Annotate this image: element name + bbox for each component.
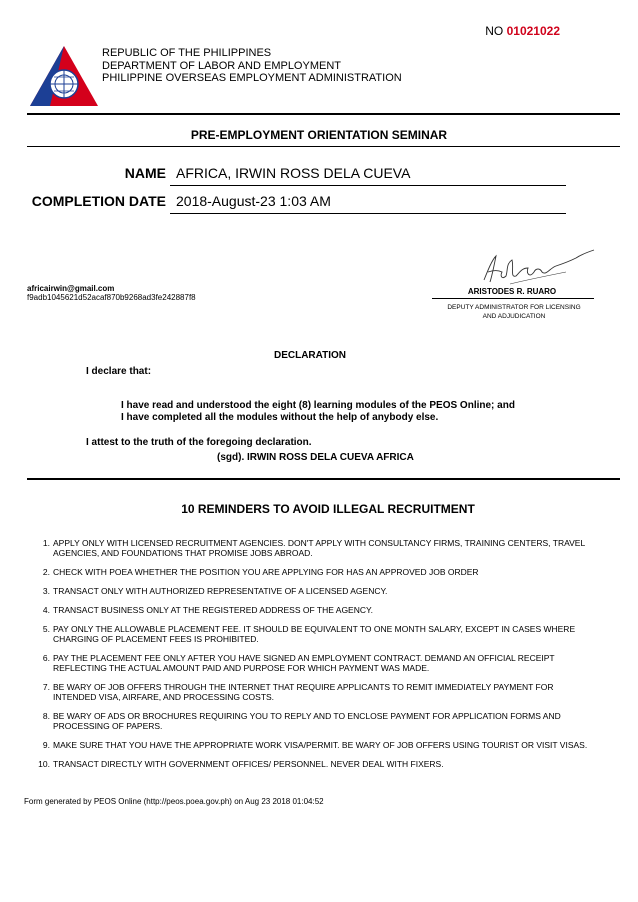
agency-line: PHILIPPINE OVERSEAS EMPLOYMENT ADMINISTRATION xyxy=(102,72,402,84)
account-hash: f9adb1045621d52acaf870b9268ad3fe242887f8 xyxy=(27,293,196,302)
agency-line: DEPARTMENT OF LABOR AND EMPLOYMENT xyxy=(102,59,341,72)
declaration-body-line: I have completed all the modules without the help of anybody else. xyxy=(121,412,439,423)
poea-logo-icon xyxy=(28,44,100,108)
signatory-title xyxy=(432,303,596,321)
list-item-text: TRANSACT ONLY WITH AUTHORIZED REPRESENTATIVE OF A LICENSED AGENCY. xyxy=(53,586,388,596)
list-item xyxy=(30,586,590,596)
signatory-name: ARISTODES R. RUARO xyxy=(467,287,557,296)
declaration-signature: (sgd). IRWIN ROSS DELA CUEVA AFRICA xyxy=(217,452,414,463)
list-item-text: PAY ONLY THE ALLOWABLE PLACEMENT FEE. IT SHOULD BE EQUIVALENT TO ONE MONTH SALARY, EXCEPT IN CASES WHERE CHARGING OF PLACEMENT FEES IS PROHIBITED. xyxy=(53,624,576,644)
list-item xyxy=(30,740,590,750)
list-item xyxy=(30,759,590,769)
name-underline xyxy=(170,185,566,186)
list-item-number: 4. xyxy=(42,605,50,615)
list-item xyxy=(30,711,590,731)
list-item xyxy=(30,653,590,673)
form-number xyxy=(485,24,560,38)
list-item-text: TRANSACT BUSINESS ONLY AT THE REGISTERED ADDRESS OF THE AGENCY. xyxy=(53,605,373,615)
certificate-title: PRE-EMPLOYMENT ORIENTATION SEMINAR xyxy=(190,128,448,142)
list-item-text: BE WARY OF ADS OR BROCHURES REQUIRING YOU TO REPLY AND TO ENCLOSE PAYMENT FOR APPLICATION FORMS AND PROCESSING OF PAPERS. xyxy=(53,711,561,731)
completion-date-label: COMPLETION DATE xyxy=(31,193,166,209)
signature-line xyxy=(432,298,594,299)
list-item xyxy=(30,605,590,615)
divider xyxy=(27,478,620,480)
declaration-intro: I declare that: xyxy=(86,366,152,377)
declaration-title: DECLARATION xyxy=(273,350,347,361)
name-label: NAME xyxy=(124,165,166,181)
list-item xyxy=(30,682,590,702)
list-item-text: CHECK WITH POEA WHETHER THE POSITION YOU ARE APPLYING FOR HAS AN APPROVED JOB ORDER xyxy=(53,567,479,577)
declaration-body xyxy=(121,400,515,424)
list-item-text: TRANSACT DIRECTLY WITH GOVERNMENT OFFICES/ PERSONNEL. NEVER DEAL WITH FIXERS. xyxy=(53,759,444,769)
agency-line: REPUBLIC OF THE PHILIPPINES xyxy=(102,47,272,59)
divider xyxy=(27,113,620,115)
reminders-title: 10 REMINDERS TO AVOID ILLEGAL RECRUITMENT xyxy=(181,502,475,516)
list-item-number: 2. xyxy=(42,567,50,577)
list-item xyxy=(30,624,590,644)
list-item-text: BE WARY OF JOB OFFERS THROUGH THE INTERNET THAT REQUIRE APPLICANTS TO REMIT IMMEDIATELY PAYMENT FOR INTENDED VISA, AIRFARE, AND PROCESSING COSTS. xyxy=(53,682,554,702)
footer-note: Form generated by PEOS Online (http://peos.poea.gov.ph) on Aug 23 2018 01:04:52 xyxy=(24,797,324,806)
signatory-title-line: DEPUTY ADMINISTRATOR FOR LICENSING xyxy=(447,304,581,311)
list-item-text: PAY THE PLACEMENT FEE ONLY AFTER YOU HAVE SIGNED AN EMPLOYMENT CONTRACT. DEMAND AN OFFICIAL RECEIPT REFLECTING THE ACTUAL AMOUNT PAID AND PURPOSE FOR WHICH PAYMENT WAS MADE. xyxy=(53,653,555,673)
list-item-text: MAKE SURE THAT YOU HAVE THE APPROPRIATE WORK VISA/PERMIT. BE WARY OF JOB OFFERS USING TOURIST OR VISIT VISAS. xyxy=(53,740,588,750)
list-item-number: 3. xyxy=(42,586,50,596)
agency-header xyxy=(102,47,402,85)
list-item-number: 9. xyxy=(42,740,50,750)
name-value: AFRICA, IRWIN ROSS DELA CUEVA xyxy=(176,165,411,181)
list-item-number: 6. xyxy=(42,653,50,663)
list-item xyxy=(30,538,590,558)
handwritten-signature-icon xyxy=(476,246,596,288)
list-item-number: 5. xyxy=(42,624,50,634)
list-item-number: 1. xyxy=(42,538,50,548)
divider xyxy=(27,146,620,147)
reminders-list xyxy=(30,538,590,778)
list-item-number: 8. xyxy=(42,711,50,721)
account-email: africairwin@gmail.com xyxy=(27,284,115,293)
list-item-number: 10. xyxy=(38,759,50,769)
completion-date-underline xyxy=(170,213,566,214)
signatory-title-line: AND ADJUDICATION xyxy=(482,313,546,320)
declaration-body-line: I have read and understood the eight (8) learning modules of the PEOS Online; and xyxy=(121,400,515,411)
list-item-number: 7. xyxy=(42,682,50,692)
form-number-value: 01021022 xyxy=(506,24,560,38)
form-number-label: NO xyxy=(485,24,504,38)
list-item xyxy=(30,567,590,577)
list-item-text: APPLY ONLY WITH LICENSED RECRUITMENT AGENCIES. DON'T APPLY WITH CONSULTANCY FIRMS, TRAINING CENTERS, TRAVEL AGENCIES, AND FOUNDATIONS THAT PROMISE JOBS ABROAD. xyxy=(53,538,585,558)
declaration-attest: I attest to the truth of the foregoing declaration. xyxy=(86,437,312,448)
completion-date-value: 2018-August-23 1:03 AM xyxy=(176,193,331,209)
